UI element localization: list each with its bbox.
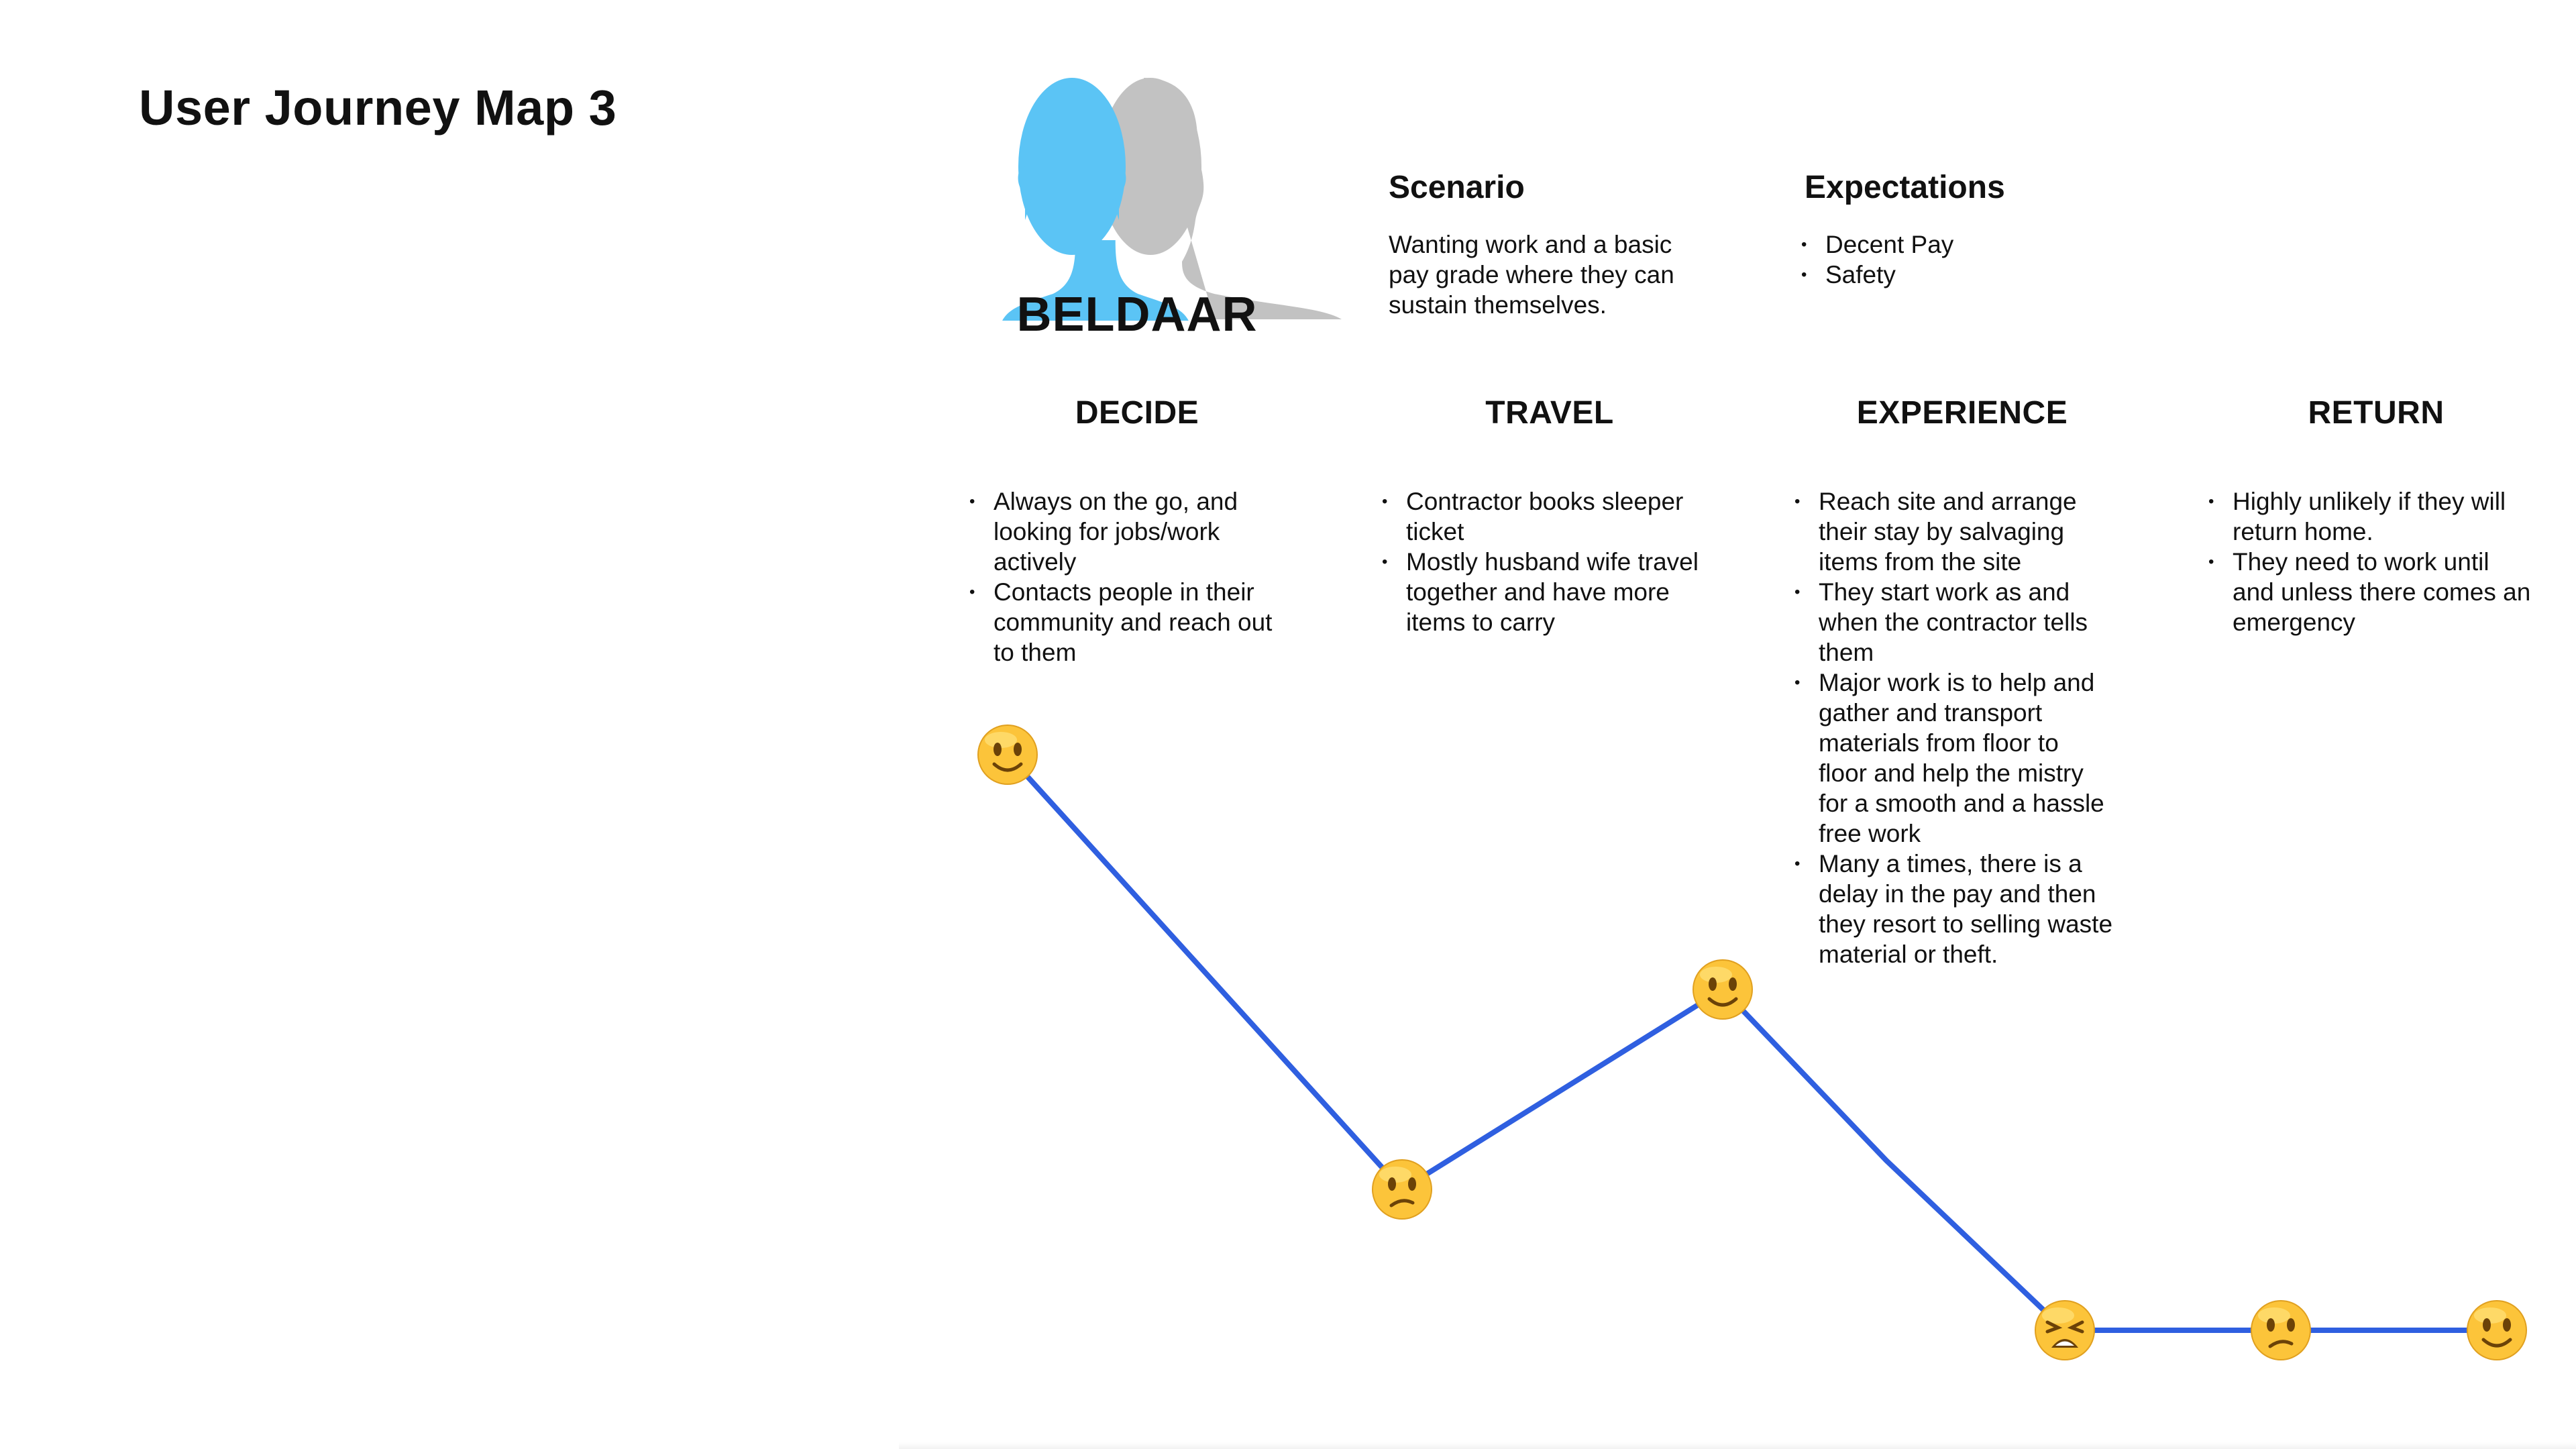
- return-note: • Highly unlikely if they will return home.: [2208, 486, 2571, 547]
- stage-title-experience: EXPERIENCE: [1856, 395, 2068, 431]
- stage-title-return: RETURN: [2308, 395, 2445, 431]
- return-note: • They need to work until and unless there comes an emergency: [2208, 547, 2571, 637]
- experience-note: • Major work is to help and gather and transport materials from floor to floor and help the mistry for a smooth and a hassle free work: [1794, 667, 2170, 849]
- scenario-line: sustain themselves.: [1389, 291, 1607, 319]
- expectation-item: • Decent Pay: [1801, 229, 2137, 260]
- experience-note: • Many a times, there is a delay in the pay and then they resort to selling waste material or theft.: [1794, 849, 2170, 969]
- slightly-smiling-face-icon: [2467, 1301, 2526, 1360]
- stage-title-travel: TRAVEL: [1485, 395, 1614, 431]
- persona-name: BELDAAR: [1016, 288, 1258, 341]
- experience-note: • Reach site and arrange their stay by salvaging items from the site: [1794, 486, 2170, 577]
- page-title: User Journey Map 3: [139, 80, 617, 136]
- experience-note: • They start work as and when the contractor tells them: [1794, 577, 2170, 667]
- journey-markers: [978, 725, 2526, 1360]
- confused-face-icon: [2251, 1301, 2310, 1360]
- expectations-title: Expectations: [1805, 170, 2005, 205]
- travel-note: • Contractor books sleeper ticket: [1382, 486, 1717, 547]
- expectation-item: • Safety: [1801, 260, 2137, 290]
- scenario-line: pay grade where they can: [1389, 261, 1674, 288]
- stage-title-decide: DECIDE: [1075, 395, 1199, 431]
- weary-face-icon: [2035, 1301, 2094, 1360]
- slightly-smiling-face-icon: [1693, 960, 1752, 1019]
- scenario-line: Wanting work and a basic: [1389, 231, 1672, 258]
- travel-note: • Mostly husband wife travel together and have more items to carry: [1382, 547, 1717, 637]
- bottom-shade: [899, 1442, 2576, 1449]
- decide-note: • Always on the go, and looking for jobs/work actively: [969, 486, 1305, 577]
- journey-line: [1008, 755, 2497, 1330]
- confused-face-icon: [1373, 1160, 1432, 1219]
- decide-note: • Contacts people in their community and reach out to them: [969, 577, 1305, 667]
- scenario-title: Scenario: [1389, 170, 1525, 205]
- slightly-smiling-face-icon: [978, 725, 1037, 784]
